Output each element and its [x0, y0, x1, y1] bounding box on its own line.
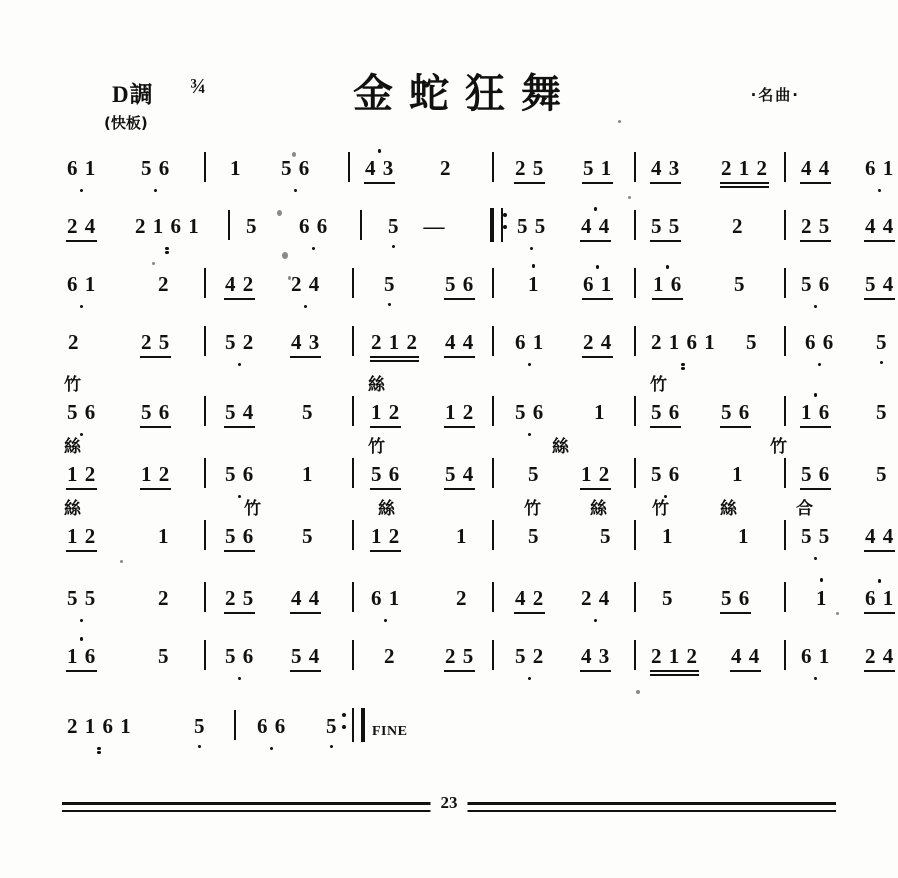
note: 1 [302, 462, 314, 486]
barline [634, 152, 636, 182]
note: 2 [158, 586, 170, 610]
note-group: 4 4 [865, 214, 895, 238]
repeat-start-barline [490, 208, 503, 242]
barline [204, 520, 206, 550]
barline [204, 268, 206, 298]
barline [634, 326, 636, 356]
note-group: 4 3 [581, 644, 611, 668]
lyric-syllable: 竹 [64, 375, 81, 395]
barline [352, 520, 354, 550]
footer-rule [62, 793, 836, 816]
score-line [52, 437, 888, 502]
note-group: 5 6 [371, 462, 401, 486]
note-group: 4 2 [225, 272, 255, 296]
attribution: ·名曲· [750, 86, 800, 104]
barline [784, 326, 786, 356]
note-group: 2 1 2 [721, 156, 768, 180]
score-header [100, 62, 800, 122]
note-group: 5 5 [517, 214, 547, 238]
barline [492, 396, 494, 426]
barline [204, 458, 206, 488]
note: 2 [456, 586, 468, 610]
note: 5 [734, 272, 746, 296]
note-group: 4 3 [365, 156, 395, 180]
note-group: 1 2 [371, 400, 401, 424]
barline [352, 582, 354, 612]
score-line [52, 375, 888, 440]
note: 5 [158, 644, 170, 668]
page-title: 金蛇狂舞 [353, 71, 577, 117]
note-group: 5 2 [225, 330, 255, 354]
note-group: 1 2 [67, 524, 97, 548]
barline [784, 520, 786, 550]
note-group: 1 2 [581, 462, 611, 486]
note-group: 4 4 [731, 644, 761, 668]
note: 5 [876, 400, 888, 424]
lyric-syllable: 絲 [720, 499, 737, 519]
note-group: 5 5 [801, 524, 831, 548]
note: 1 [158, 524, 170, 548]
barline [204, 582, 206, 612]
note: 5 [302, 400, 314, 424]
barline [352, 268, 354, 298]
note-group: 6 1 [583, 272, 613, 296]
note: 5 [876, 462, 888, 486]
barline [360, 210, 362, 240]
barline [634, 582, 636, 612]
note-group: 5 6 [515, 400, 545, 424]
score-line [52, 564, 895, 622]
note: 2 [384, 644, 396, 668]
note-group: 2 5 [141, 330, 171, 354]
score-body [52, 146, 895, 739]
note-group: 5 6 [721, 400, 751, 424]
note-group: 5 6 [281, 156, 311, 180]
note: 2 [732, 214, 744, 238]
note-group: 5 6 [651, 400, 681, 424]
note-group: 6 1 [515, 330, 545, 354]
barline [492, 268, 494, 298]
note-group: 6 6 [299, 214, 329, 238]
score-line [52, 146, 895, 204]
note-group: 5 6 [67, 400, 97, 424]
note-group: 5 6 [141, 156, 171, 180]
note-group: 5 6 [225, 462, 255, 486]
note-group: 2 1 6 1 [135, 214, 200, 238]
note-group: 4 4 [801, 156, 831, 180]
lyric-syllable: 絲 [64, 437, 81, 457]
note-group: 1 2 [371, 524, 401, 548]
note-group: 5 5 [651, 214, 681, 238]
note: 5 [246, 214, 258, 238]
barline [492, 640, 494, 670]
note-group: 6 1 [67, 272, 97, 296]
barline [784, 396, 786, 426]
barline [634, 458, 636, 488]
note: 1 [528, 272, 540, 296]
note: 1 [456, 524, 468, 548]
barline [352, 326, 354, 356]
lyric-syllable: 竹 [244, 499, 261, 519]
note-group: 6 6 [805, 330, 835, 354]
barline [352, 396, 354, 426]
barline [784, 458, 786, 488]
note-group: 4 4 [291, 586, 321, 610]
note: 1 [230, 156, 242, 180]
barline [492, 326, 494, 356]
note-group: 5 6 [651, 462, 681, 486]
barline [784, 640, 786, 670]
note: 5 [302, 524, 314, 548]
note-group: 1 2 [141, 462, 171, 486]
barline [492, 152, 494, 182]
note-group: 4 3 [651, 156, 681, 180]
barline [204, 326, 206, 356]
score-line [52, 680, 852, 738]
barline [352, 640, 354, 670]
note: 5 [388, 214, 400, 238]
note: 2 [158, 272, 170, 296]
note-group: 5 6 [225, 644, 255, 668]
note-group: 5 6 [445, 272, 475, 296]
note: 5 [326, 714, 338, 738]
note-group: 5 6 [225, 524, 255, 548]
lyric-syllable: 竹 [524, 499, 541, 519]
score-line [52, 622, 895, 680]
note-group: 5 6 [801, 462, 831, 486]
note-group: 6 1 [865, 156, 895, 180]
note: 1 [738, 524, 750, 548]
note-group: 4 3 [291, 330, 321, 354]
note-group: 1 6 [801, 400, 831, 424]
note-group: 4 2 [515, 586, 545, 610]
lyric-syllable: 絲 [368, 375, 385, 395]
score-line [52, 499, 895, 564]
time-signature: ¾ [190, 74, 206, 98]
lyric-syllable: 合 [796, 499, 813, 519]
note-group: 2 5 [225, 586, 255, 610]
note-group: 6 6 [257, 714, 287, 738]
barline [634, 396, 636, 426]
note-group: 4 4 [865, 524, 895, 548]
note-group: 1 2 [445, 400, 475, 424]
note: 2 [440, 156, 452, 180]
note-group: 2 1 6 1 [67, 714, 132, 738]
lyric-syllable: 絲 [590, 499, 607, 519]
note: 1 [816, 586, 828, 610]
barline [492, 520, 494, 550]
note-group: 5 6 [141, 400, 171, 424]
barline [234, 710, 236, 740]
barline [204, 396, 206, 426]
note-group: 2 1 2 [371, 330, 418, 354]
note-group: 4 4 [581, 214, 611, 238]
barline [784, 268, 786, 298]
lyric-syllable: 絲 [378, 499, 395, 519]
note-group: 1 6 [67, 644, 97, 668]
note-group: 5 4 [445, 462, 475, 486]
barline [348, 152, 350, 182]
note: 5 [746, 330, 758, 354]
note-group: 2 5 [801, 214, 831, 238]
note-group: 5 4 [225, 400, 255, 424]
note-group: 6 1 [67, 156, 97, 180]
note-group: 4 4 [445, 330, 475, 354]
note-group: 2 5 [515, 156, 545, 180]
note: 5 [194, 714, 206, 738]
lyric-syllable: 絲 [64, 499, 81, 519]
lyric-syllable: 竹 [770, 437, 787, 457]
note-group: 2 4 [291, 272, 321, 296]
barline [784, 210, 786, 240]
note-group: 5 5 [67, 586, 97, 610]
lyric-syllable: 竹 [650, 375, 667, 395]
note-group: 5 4 [865, 272, 895, 296]
note-group: 2 5 [445, 644, 475, 668]
note-group: 1 6 [653, 272, 683, 296]
note-group: 1 2 [67, 462, 97, 486]
note: 5 [528, 524, 540, 548]
repeat-end-barline [352, 708, 365, 742]
tempo-marking: (快板) [104, 114, 148, 132]
note: 2 [68, 330, 80, 354]
barline [352, 458, 354, 488]
note-group: 5 6 [721, 586, 751, 610]
score-line [52, 262, 895, 320]
note-group: 2 4 [865, 644, 895, 668]
barline [784, 582, 786, 612]
barline [228, 210, 230, 240]
lyric-syllable: 絲 [552, 437, 569, 457]
note: 1 [594, 400, 606, 424]
note-group: 2 4 [67, 214, 97, 238]
note-group: 6 1 [371, 586, 401, 610]
key-signature: D調 [112, 82, 154, 107]
fine-marking: FINE [372, 724, 408, 739]
barline [204, 640, 206, 670]
note: 1 [662, 524, 674, 548]
note-group: 2 4 [581, 586, 611, 610]
barline [492, 582, 494, 612]
page-number: 23 [431, 793, 468, 813]
barline [492, 458, 494, 488]
note: 5 [528, 462, 540, 486]
barline [634, 640, 636, 670]
note-group: 2 4 [583, 330, 613, 354]
barline [634, 210, 636, 240]
note-group: 5 4 [291, 644, 321, 668]
note-group: 6 1 [865, 586, 895, 610]
note-group: 5 1 [583, 156, 613, 180]
note: 5 [876, 330, 888, 354]
barline [204, 152, 206, 182]
note-group: 6 1 [801, 644, 831, 668]
note: 1 [732, 462, 744, 486]
barline [784, 152, 786, 182]
lyric-syllable: 竹 [368, 437, 385, 457]
note: 5 [600, 524, 612, 548]
barline [634, 520, 636, 550]
score-line [52, 320, 888, 378]
note-group: 5 6 [801, 272, 831, 296]
lyric-syllable: 竹 [652, 499, 669, 519]
note: 5 [384, 272, 396, 296]
note-group: 2 1 2 [651, 644, 698, 668]
note-group: 5 2 [515, 644, 545, 668]
score-line: 2 4 2 1 6 1 5 6 6 5 — 5 5 4 4 5 5 2 2 5 4 4 [52, 204, 852, 262]
note: 5 [662, 586, 674, 610]
note-group: 2 1 6 1 [651, 330, 716, 354]
barline [634, 268, 636, 298]
